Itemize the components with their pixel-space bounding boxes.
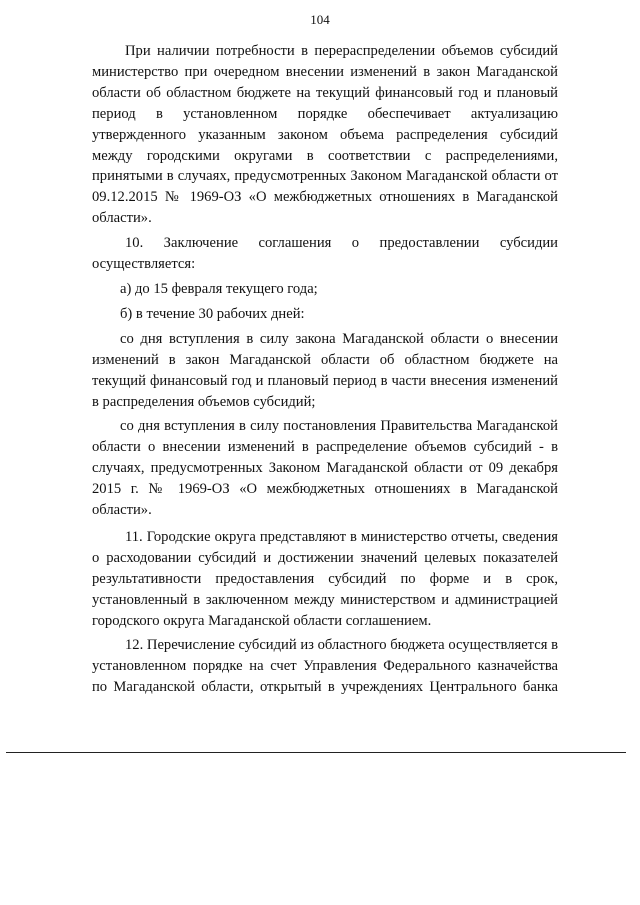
page-number: 104 [310,12,330,27]
paragraph-item-10: 10. Заключение соглашения о предоставлении субсидии осуществляется: [92,235,558,273]
paragraph-resolution-entry: со дня вступления в силу постановления Правительства Магаданской области о внесении изменений в распределение объемов субсидий - в случаях, предусмотренных Законом Магаданской области от 09 декабря 2015 г. № 1969-ОЗ «О межбюджетных отношениях в Магаданской области». [92,418,558,519]
paragraph-item-10b: б) в течение 30 рабочих дней: [120,305,305,322]
paragraph-law-entry: со дня вступления в силу закона Магаданской области о внесении изменений в закон Магаданской области об областном бюджете на текущий финансовый год и плановый период в части внесения изменений в распределения объемов субсидий; [92,330,558,410]
paragraph-subsidy-redistribution: При наличии потребности в перераспределении объемов субсидий министерство при очередном внесении изменений в закон Магаданской области об областном бюджете на текущий финансовый год и плановый период в установленном порядке обеспечивает актуализацию утвержденного указанным законом объема распределения субсидий между городскими округами в соответствии с распределениями, принятыми в случаях, предусмотренных Законом Магаданской области от 09.12.2015 № 1969-ОЗ «О межбюджетных отношениях в Магаданской области». [92,43,558,227]
paragraph-item-10a: а) до 15 февраля текущего года; [120,280,318,297]
footer-divider [6,752,626,753]
paragraph-item-11: 11. Городские округа представляют в министерство отчеты, сведения о расходовании субсидий и достижении значений целевых показателей результативности предоставления субсидий по форме и в срок, установленный в заключенном между министерством и администрацией городского округа Магаданской области соглашением. [92,528,558,629]
document-body [92,41,558,698]
paragraph-item-12: 12. Перечисление субсидий из областного бюджета осуществляется в установленном порядке на счет Управления Федерального казначейства по Магаданской области, открытый в учреждениях Центрального банка [92,637,558,696]
